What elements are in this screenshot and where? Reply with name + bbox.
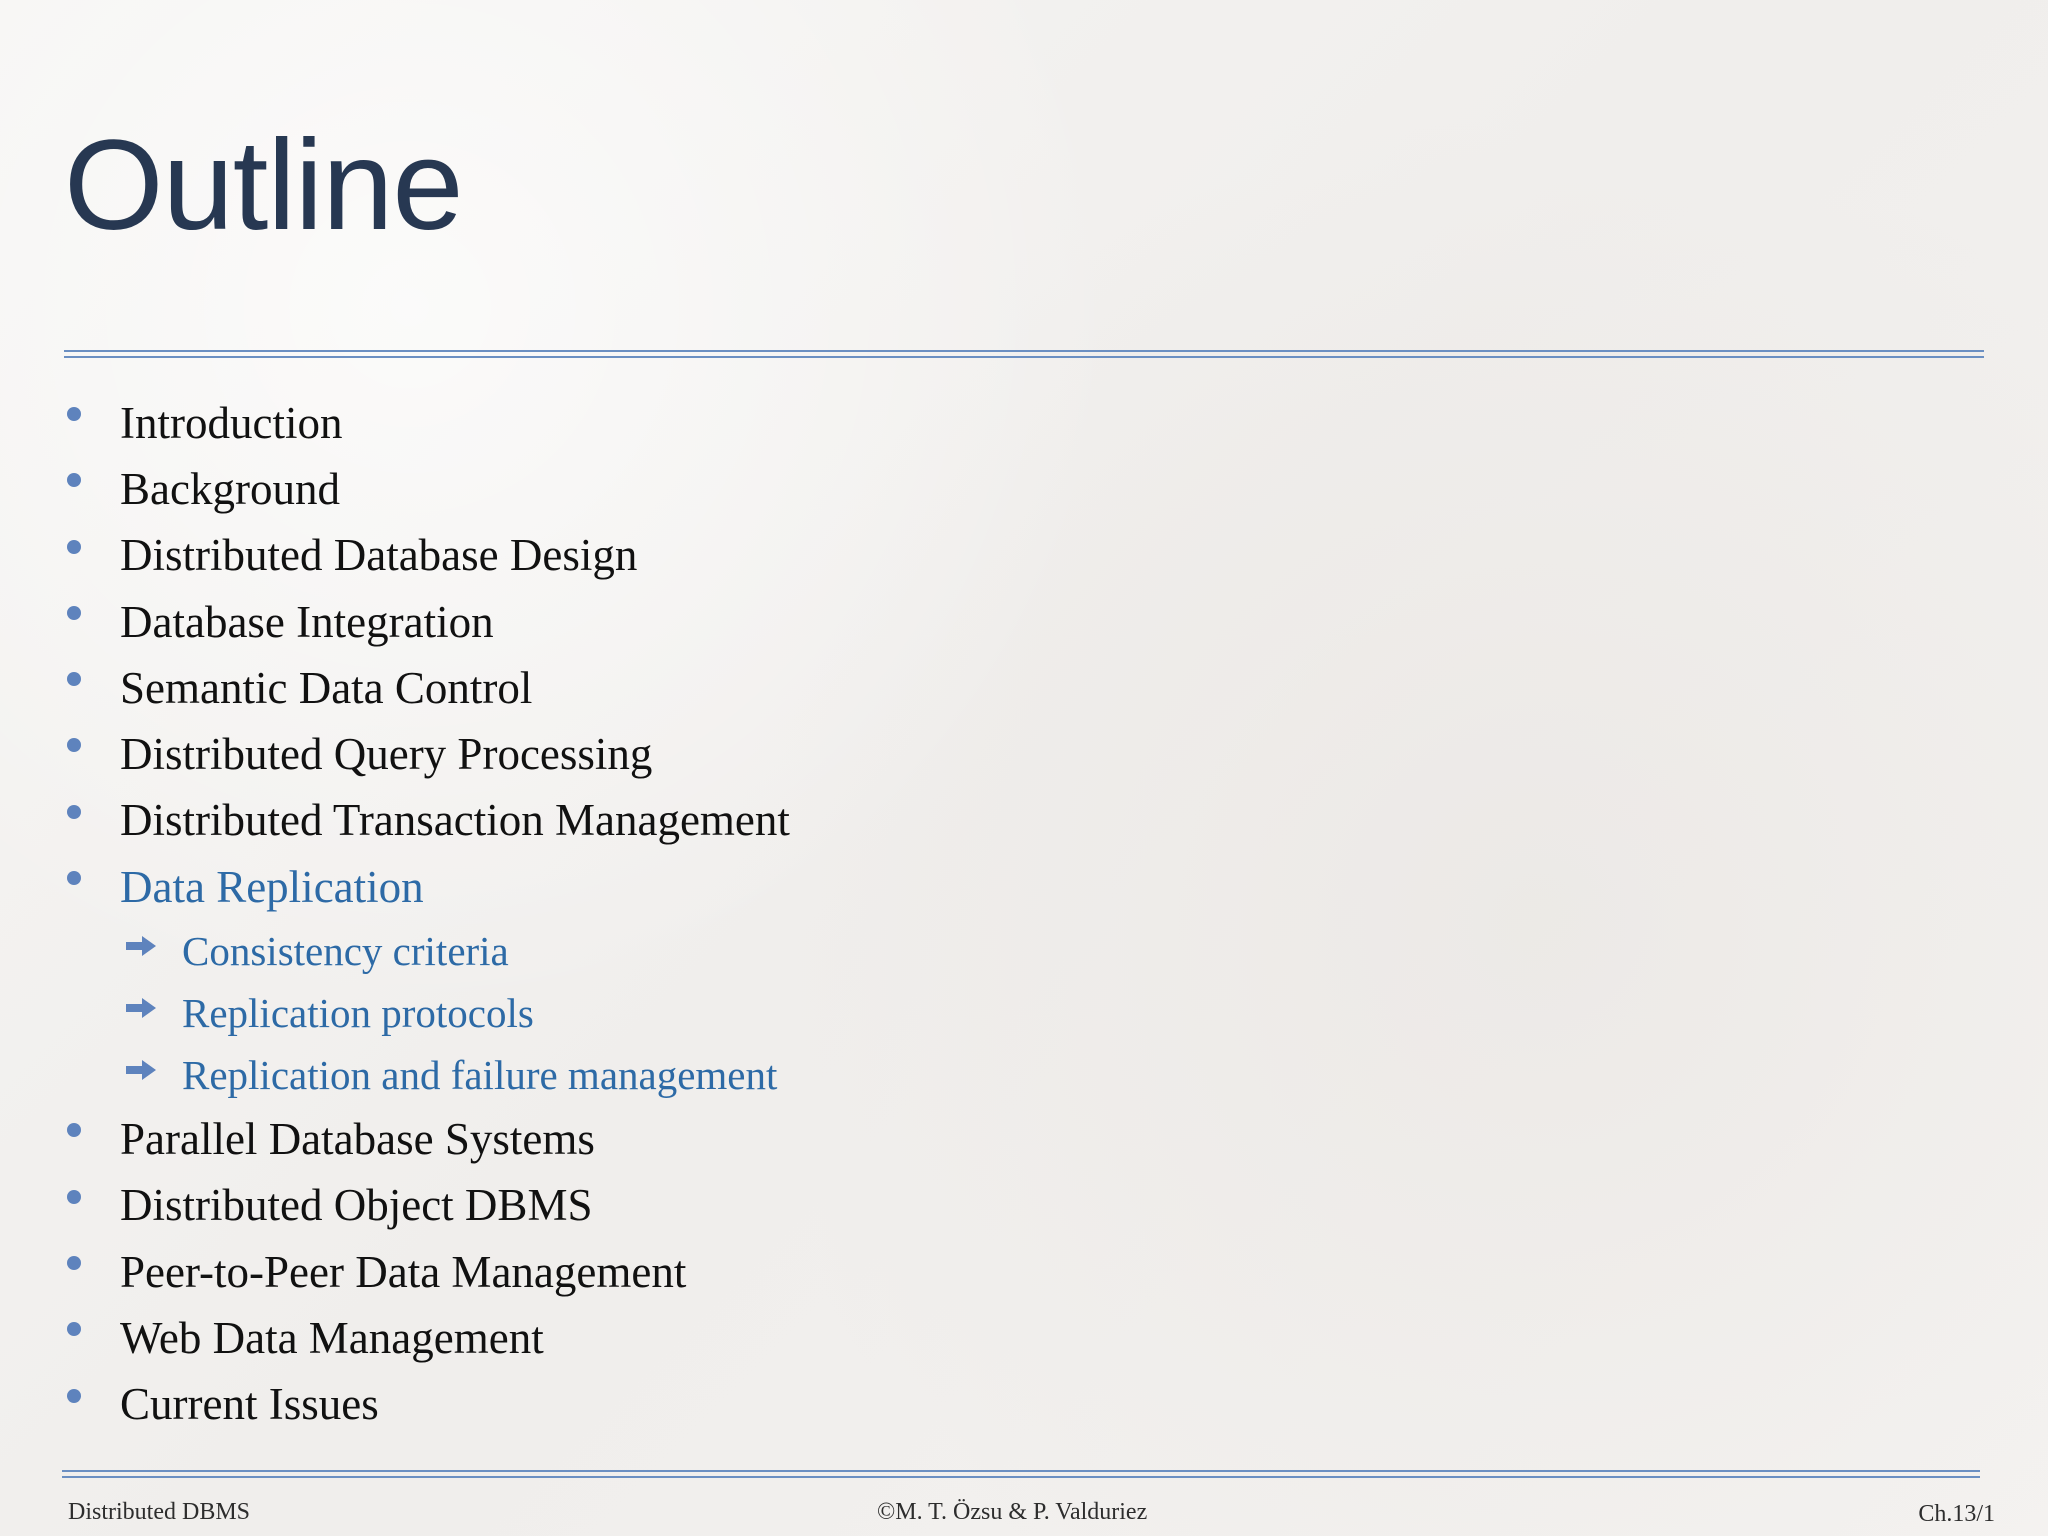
outline-item-distributed-object-dbms <box>64 1173 1264 1239</box>
outline-item-semantic-data-control <box>64 655 1264 721</box>
footer-course-title: Distributed DBMS <box>68 1499 251 1525</box>
outline-item-label: Introduction <box>120 397 343 448</box>
bullet-icon <box>67 540 81 554</box>
right-arrow-icon <box>125 996 157 1020</box>
slide-title: Outline <box>64 114 463 257</box>
footer-divider <box>62 1470 1980 1478</box>
outline-subitem-replication-and-failure-management <box>64 1044 1264 1106</box>
bullet-icon <box>67 407 81 421</box>
bullet-icon <box>67 1389 81 1403</box>
right-arrow-icon <box>125 934 157 958</box>
outline-item-background <box>64 456 1264 522</box>
footer-slide-number: Ch.13/1 <box>1918 1501 1995 1527</box>
outline-subitem-consistency-criteria <box>64 920 1264 982</box>
right-arrow-icon <box>125 1058 157 1082</box>
outline-item-distributed-query-processing <box>64 721 1264 787</box>
bullet-icon <box>67 871 81 885</box>
outline-item-label: Current Issues <box>120 1379 379 1430</box>
outline-subitem-label: Consistency criteria <box>182 927 509 974</box>
outline-item-label: Database Integration <box>120 596 494 647</box>
bullet-icon <box>67 1322 81 1336</box>
title-divider <box>64 350 1984 358</box>
outline-item-current-issues <box>64 1372 1264 1438</box>
outline-item-label: Background <box>120 463 340 514</box>
outline-item-label: Web Data Management <box>120 1312 544 1363</box>
outline-subitem-replication-protocols <box>64 982 1264 1044</box>
outline-list <box>64 390 1264 1438</box>
bullet-icon <box>67 1256 81 1270</box>
outline-item-label: Peer-to-Peer Data Management <box>120 1246 687 1297</box>
outline-item-database-integration <box>64 589 1264 655</box>
outline-item-label: Distributed Object DBMS <box>120 1180 593 1231</box>
outline-item-distributed-transaction-management <box>64 788 1264 854</box>
outline-item-label: Distributed Transaction Management <box>120 795 790 846</box>
outline-item-data-replication <box>64 854 1264 920</box>
outline-item-label: Semantic Data Control <box>120 662 533 713</box>
bullet-icon <box>67 1190 81 1204</box>
outline-item-introduction <box>64 390 1264 456</box>
outline-item-label: Distributed Database Design <box>120 530 638 581</box>
outline-subitem-label: Replication protocols <box>182 989 534 1036</box>
footer-copyright: ©M. T. Özsu & P. Valduriez <box>877 1499 1148 1525</box>
outline-item-distributed-database-design <box>64 523 1264 589</box>
outline-item-label: Parallel Database Systems <box>120 1114 595 1165</box>
outline-item-label: Data Replication <box>120 861 424 912</box>
bullet-icon <box>67 805 81 819</box>
bullet-icon <box>67 738 81 752</box>
outline-item-peer-to-peer-data-management <box>64 1239 1264 1305</box>
outline-item-label: Distributed Query Processing <box>120 729 653 780</box>
outline-item-parallel-database-systems <box>64 1106 1264 1172</box>
bullet-icon <box>67 473 81 487</box>
bullet-icon <box>67 606 81 620</box>
outline-subitem-label: Replication and failure management <box>182 1051 778 1098</box>
bullet-icon <box>67 1123 81 1137</box>
outline-item-web-data-management <box>64 1305 1264 1371</box>
bullet-icon <box>67 672 81 686</box>
